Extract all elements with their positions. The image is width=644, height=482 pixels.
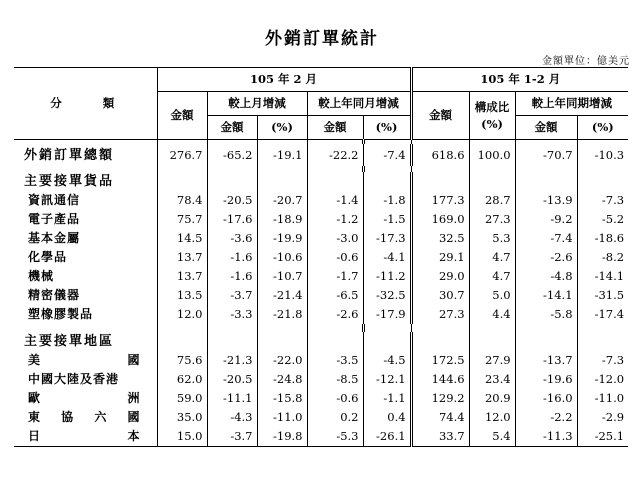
value-cell: 13.5 (157, 286, 207, 305)
empty-cell (363, 332, 411, 351)
value-cell: -14.1 (594, 269, 625, 283)
value-cell: -1.6 (207, 248, 257, 267)
value-cell: -20.5 (207, 191, 257, 210)
value-cell: -11.0 (594, 391, 625, 405)
value-cell: -15.8 (257, 389, 307, 408)
value-cell: 169.0 (411, 210, 469, 229)
value-cell: 74.4 (411, 408, 469, 427)
row-label: 中國大陸及香港 (14, 370, 157, 389)
header-amount-1: 金額 (157, 92, 207, 140)
value-cell: -31.5 (594, 288, 625, 302)
value-cell: 78.4 (157, 191, 207, 210)
table-row (14, 248, 628, 267)
value-cell: 12.0 (157, 305, 207, 324)
value-cell: 35.0 (157, 408, 207, 427)
value-cell: -1.1 (363, 389, 411, 408)
value-cell: -1.7 (307, 267, 363, 286)
table-row (14, 267, 628, 286)
value-cell: 75.7 (157, 210, 207, 229)
value-cell: 100.0 (469, 144, 515, 166)
spacer-cell (469, 324, 515, 332)
value-cell: -11.2 (363, 267, 411, 286)
empty-cell (411, 172, 469, 191)
row-label: 東協六國 (14, 408, 157, 427)
value-cell: -5.3 (307, 427, 363, 447)
value-cell: 62.0 (157, 370, 207, 389)
empty-cell (577, 172, 628, 191)
value-cell: 177.3 (411, 191, 469, 210)
value-cell: -12.0 (594, 372, 625, 386)
value-cell: 14.5 (157, 229, 207, 248)
empty-cell (469, 332, 515, 351)
value-cell: 5.4 (469, 427, 515, 447)
value-cell: -20.7 (257, 191, 307, 210)
sub-pct-yoy: (%) (363, 116, 411, 140)
value-cell: -3.7 (207, 427, 257, 447)
spacer-cell (363, 324, 411, 332)
value-cell: 0.4 (363, 408, 411, 427)
row-label: 美國 (14, 351, 157, 370)
value-cell: -2.6 (307, 305, 363, 324)
value-cell: -18.6 (594, 231, 625, 245)
row-label: 機械 (14, 267, 157, 286)
value-cell: -10.6 (257, 248, 307, 267)
value-cell: 4.7 (469, 267, 515, 286)
value-cell: -25.1 (577, 427, 628, 447)
value-cell: -7.4 (515, 229, 577, 248)
value-cell: 27.3 (411, 305, 469, 324)
value-cell: -3.6 (207, 229, 257, 248)
value-cell: 20.9 (469, 389, 515, 408)
value-cell: -4.5 (363, 351, 411, 370)
empty-cell (515, 172, 577, 191)
value-cell: 12.0 (469, 408, 515, 427)
value-cell: -21.8 (257, 305, 307, 324)
value-cell: 27.9 (469, 351, 515, 370)
value-cell: 27.3 (469, 210, 515, 229)
value-cell: 33.7 (411, 427, 469, 447)
value-cell: 28.7 (469, 191, 515, 210)
sub-amount-mom: 金額 (207, 116, 257, 140)
value-cell: -24.8 (257, 370, 307, 389)
value-cell: -12.1 (363, 370, 411, 389)
row-label: 日本 (14, 427, 157, 447)
value-cell: -18.9 (257, 210, 307, 229)
value-cell: -1.8 (363, 191, 411, 210)
value-cell: -7.3 (601, 193, 625, 207)
value-cell: -19.9 (257, 229, 307, 248)
empty-cell (207, 332, 257, 351)
value-cell: 59.0 (157, 389, 207, 408)
value-cell: -17.9 (363, 305, 411, 324)
value-cell: -22.0 (257, 351, 307, 370)
header-period2: 105 年 1-2 月 (411, 68, 628, 92)
value-cell: 13.7 (157, 267, 207, 286)
row-label: 主要接單貨品 (14, 172, 157, 191)
empty-cell (411, 332, 469, 351)
value-cell: -21.4 (257, 286, 307, 305)
table-row (14, 370, 628, 389)
header-share-unit: (%) (481, 116, 503, 131)
value-cell: -8.5 (307, 370, 363, 389)
header-period1: 105 年 2 月 (157, 68, 411, 92)
header-share (469, 92, 515, 140)
value-cell: -20.5 (207, 370, 257, 389)
unit-note: 金額單位：億美元 (542, 56, 630, 67)
value-cell: -13.7 (515, 351, 577, 370)
value-cell: 23.4 (469, 370, 515, 389)
value-cell: 13.7 (157, 248, 207, 267)
value-cell: 5.0 (469, 286, 515, 305)
value-cell: -65.2 (207, 144, 257, 166)
value-cell: -6.5 (307, 286, 363, 305)
value-cell: -0.6 (307, 248, 363, 267)
value-cell: -7.3 (601, 353, 625, 367)
sub-amount-yoyp: 金額 (515, 116, 577, 140)
value-cell: -2.6 (515, 248, 577, 267)
value-cell: -0.6 (307, 389, 363, 408)
table-row (14, 144, 628, 166)
value-cell: -19.8 (257, 427, 307, 447)
value-cell: -7.4 (363, 144, 411, 166)
sub-pct-yoyp: (%) (577, 116, 628, 140)
value-cell: -19.6 (515, 370, 577, 389)
spacer-cell (157, 324, 207, 332)
value-cell: 144.6 (411, 370, 469, 389)
value-cell: -16.0 (515, 389, 577, 408)
table-row (14, 427, 628, 447)
value-cell: -11.3 (515, 427, 577, 447)
empty-cell (257, 332, 307, 351)
value-cell: 75.6 (157, 351, 207, 370)
table-row (14, 351, 628, 370)
header-amount-2: 金額 (411, 92, 469, 140)
row-label: 歐洲 (14, 389, 157, 408)
table-row (14, 408, 628, 427)
row-label: 外銷訂單總額 (14, 144, 157, 166)
value-cell: -3.3 (207, 305, 257, 324)
value-cell: 15.0 (157, 427, 207, 447)
value-cell: -5.2 (601, 212, 625, 226)
table-row (14, 229, 628, 248)
spacer-cell (515, 324, 577, 332)
value-cell: 4.7 (469, 248, 515, 267)
value-cell: 618.6 (411, 144, 469, 166)
empty-cell (469, 172, 515, 191)
row-label: 塑橡膠製品 (14, 305, 157, 324)
report-title: 外銷訂單統計 (265, 29, 379, 49)
value-cell: 172.5 (411, 351, 469, 370)
value-cell: -21.3 (207, 351, 257, 370)
table-row (14, 286, 628, 305)
value-cell: 129.2 (411, 389, 469, 408)
empty-cell (207, 172, 257, 191)
table-row (14, 332, 628, 351)
value-cell: 276.7 (157, 144, 207, 166)
value-cell: -17.6 (207, 210, 257, 229)
value-cell: -4.3 (207, 408, 257, 427)
value-cell: 5.3 (469, 229, 515, 248)
spacer-cell (257, 324, 307, 332)
value-cell: -3.5 (307, 351, 363, 370)
spacer-cell (577, 324, 628, 332)
value-cell: -26.1 (363, 427, 411, 447)
sub-pct-mom: (%) (257, 116, 307, 140)
header-share-label: 構成比 (474, 99, 510, 114)
header-yoy: 較上年同月增減 (307, 92, 411, 116)
value-cell: -9.2 (515, 210, 577, 229)
value-cell: -4.8 (515, 267, 577, 286)
value-cell: 0.2 (307, 408, 363, 427)
value-cell: -32.5 (363, 286, 411, 305)
spacer-cell (14, 324, 157, 332)
table-row (14, 172, 628, 191)
header-yoy-period: 較上年同期增減 (515, 92, 628, 116)
value-cell: -1.4 (307, 191, 363, 210)
empty-cell (515, 332, 577, 351)
header-category: 分 類 (14, 68, 157, 140)
table-row (14, 210, 628, 229)
value-cell: 29.1 (411, 248, 469, 267)
value-cell: 32.5 (411, 229, 469, 248)
empty-cell (307, 172, 363, 191)
value-cell: -13.9 (515, 191, 577, 210)
empty-cell (257, 172, 307, 191)
value-cell: -1.2 (307, 210, 363, 229)
value-cell: -1.5 (363, 210, 411, 229)
value-cell: -2.2 (515, 408, 577, 427)
value-cell: -22.2 (307, 144, 363, 166)
value-cell: -17.3 (363, 229, 411, 248)
value-cell: -4.1 (363, 248, 411, 267)
empty-cell (363, 172, 411, 191)
value-cell: -11.0 (257, 408, 307, 427)
row-label: 化學品 (14, 248, 157, 267)
spacer-cell (411, 324, 469, 332)
table-row (14, 305, 628, 324)
empty-cell (157, 172, 207, 191)
row-label: 資訊通信 (14, 191, 157, 210)
value-cell: -5.8 (515, 305, 577, 324)
value-cell: -17.4 (594, 307, 625, 321)
table-row (14, 191, 628, 210)
value-cell: 30.7 (411, 286, 469, 305)
value-cell: -10.7 (257, 267, 307, 286)
row-label: 電子產品 (14, 210, 157, 229)
value-cell: -3.0 (307, 229, 363, 248)
row-label: 主要接單地區 (14, 332, 157, 351)
table-body (14, 140, 628, 447)
value-cell: -2.9 (601, 410, 625, 424)
value-cell: -3.7 (207, 286, 257, 305)
value-cell: 4.4 (469, 305, 515, 324)
value-cell: -70.7 (515, 144, 577, 166)
value-cell: -8.2 (601, 250, 625, 264)
row-label: 精密儀器 (14, 286, 157, 305)
empty-cell (307, 332, 363, 351)
sub-amount-yoy: 金額 (307, 116, 363, 140)
spacer-cell (307, 324, 363, 332)
row-label: 基本金屬 (14, 229, 157, 248)
empty-cell (157, 332, 207, 351)
table-row (14, 389, 628, 408)
header-mom: 較上月增減 (207, 92, 307, 116)
empty-cell (577, 332, 628, 351)
spacer-cell (207, 324, 257, 332)
value-cell: -11.1 (207, 389, 257, 408)
value-cell: -14.1 (515, 286, 577, 305)
value-cell: 29.0 (411, 267, 469, 286)
value-cell: -1.6 (207, 267, 257, 286)
value-cell: -10.3 (594, 147, 625, 162)
export-orders-table (14, 67, 628, 447)
value-cell: -19.1 (257, 144, 307, 166)
